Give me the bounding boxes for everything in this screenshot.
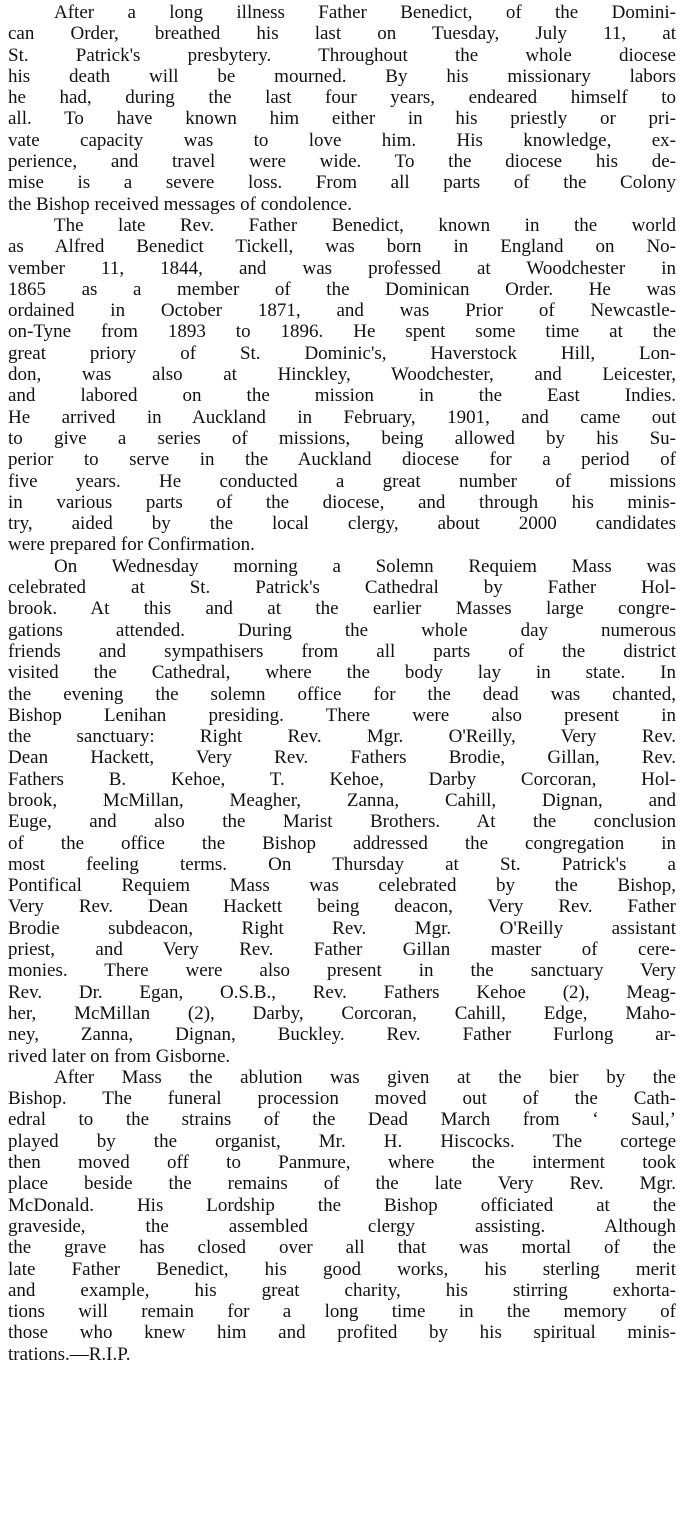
text-line: Rev. Dr. Egan, O.S.B., Rev. Fathers Kehoe (2), Meag- bbox=[8, 981, 676, 1003]
text-line: late Father Benedict, his good works, his sterling merit bbox=[8, 1258, 676, 1280]
text-line: graveside, the assembled clergy assisting. Although bbox=[8, 1215, 676, 1237]
text-line: on-Tyne from 1893 to 1896. He spent some time at the bbox=[8, 321, 676, 343]
text-line: 1865 as a member of the Dominican Order. He was bbox=[8, 278, 676, 300]
text-line: Euge, and also the Marist Brothers. At the conclusion bbox=[8, 811, 676, 833]
text-line: perior to serve in the Auckland diocese for a period of bbox=[8, 449, 676, 471]
text-line: the grave has closed over all that was mortal of the bbox=[8, 1237, 676, 1259]
text-line: brook, McMillan, Meagher, Zanna, Cahill, Dignan, and bbox=[8, 789, 676, 811]
obituary-article bbox=[8, 2, 676, 1365]
text-line: On Wednesday morning a Solemn Requiem Mass was bbox=[54, 555, 676, 577]
text-line: edral to the strains of the Dead March from ‘ Saul,’ bbox=[8, 1109, 676, 1131]
text-line: St. Patrick's presbytery. Throughout the whole diocese bbox=[8, 44, 676, 66]
text-line: great priory of St. Dominic's, Haverstock Hill, Lon- bbox=[8, 342, 676, 364]
text-line: Brodie subdeacon, Right Rev. Mgr. O'Reilly assistant bbox=[8, 917, 676, 939]
text-line: monies. There were also present in the sanctuary Very bbox=[8, 960, 676, 982]
text-line: friends and sympathisers from all parts of the district bbox=[8, 640, 676, 662]
text-line: gations attended. During the whole day numerous bbox=[8, 619, 676, 641]
text-line: try, aided by the local clergy, about 2000 candidates bbox=[8, 513, 676, 535]
text-line: He arrived in Auckland in February, 1901, and came out bbox=[8, 406, 676, 428]
text-line: to give a series of missions, being allowed by his Su- bbox=[8, 427, 676, 449]
text-line: of the office the Bishop addressed the congregation in bbox=[8, 832, 676, 854]
text-line: perience, and travel were wide. To the diocese his de- bbox=[8, 151, 676, 173]
text-line: all. To have known him either in his priestly or pri- bbox=[8, 108, 676, 130]
text-line: as Alfred Benedict Tickell, was born in England on No- bbox=[8, 236, 676, 258]
text-line: vember 11, 1844, and was professed at Woodchester in bbox=[8, 257, 676, 279]
text-line: trations.—R.I.P. bbox=[8, 1343, 131, 1365]
text-line: The late Rev. Father Benedict, known in the world bbox=[54, 214, 676, 236]
text-line: his death will be mourned. By his missionary labors bbox=[8, 65, 676, 87]
text-line: After a long illness Father Benedict, of the Domini- bbox=[54, 2, 676, 23]
text-line: most feeling terms. On Thursday at St. Patrick's a bbox=[8, 853, 676, 875]
text-line: Very Rev. Dean Hackett being deacon, Very Rev. Father bbox=[8, 896, 676, 918]
text-line: ney, Zanna, Dignan, Buckley. Rev. Father Furlong ar- bbox=[8, 1024, 676, 1046]
text-line: Dean Hackett, Very Rev. Fathers Brodie, Gillan, Rev. bbox=[8, 747, 676, 769]
text-line: vate capacity was to love him. His knowledge, ex- bbox=[8, 129, 676, 151]
text-line: and labored on the mission in the East Indies. bbox=[8, 385, 676, 407]
text-line: rived later on from Gisborne. bbox=[8, 1045, 231, 1067]
text-line: ordained in October 1871, and was Prior of Newcastle- bbox=[8, 300, 676, 322]
text-line: mise is a severe loss. From all parts of the Colony bbox=[8, 172, 676, 194]
text-line: celebrated at St. Patrick's Cathedral by Father Hol- bbox=[8, 577, 676, 599]
text-line: played by the organist, Mr. H. Hiscocks. The cortege bbox=[8, 1130, 676, 1152]
text-line: then moved off to Panmure, where the interment took bbox=[8, 1152, 676, 1174]
text-line: the evening the solemn office for the dead was chanted, bbox=[8, 683, 676, 705]
text-line: he had, during the last four years, endeared himself to bbox=[8, 87, 676, 109]
text-line: can Order, breathed his last on Tuesday, July 11, at bbox=[8, 23, 676, 45]
paragraph-announcement bbox=[8, 2, 676, 215]
text-line: visited the Cathedral, where the body lay in state. In bbox=[8, 662, 676, 684]
paragraph-funeral bbox=[8, 1067, 676, 1365]
text-line: the Bishop received messages of condolence. bbox=[8, 193, 352, 215]
text-line: priest, and Very Rev. Father Gillan master of cere- bbox=[8, 939, 676, 961]
paragraph-requiem-mass bbox=[8, 556, 676, 1067]
text-line: the sanctuary: Right Rev. Mgr. O'Reilly, Very Rev. bbox=[8, 726, 676, 748]
text-line: McDonald. His Lordship the Bishop officiated at the bbox=[8, 1194, 676, 1216]
text-line: and example, his great charity, his stirring exhorta- bbox=[8, 1279, 676, 1301]
text-line: five years. He conducted a great number of missions bbox=[8, 470, 676, 492]
text-line: her, McMillan (2), Darby, Corcoran, Cahill, Edge, Maho- bbox=[8, 1002, 676, 1024]
paragraph-biography bbox=[8, 215, 676, 556]
text-line: were prepared for Confirmation. bbox=[8, 534, 255, 556]
text-line: in various parts of the diocese, and through his minis- bbox=[8, 491, 676, 513]
text-line: brook. At this and at the earlier Masses large congre- bbox=[8, 598, 676, 620]
text-line: Fathers B. Kehoe, T. Kehoe, Darby Corcoran, Hol- bbox=[8, 768, 676, 790]
text-line: those who knew him and profited by his spiritual minis- bbox=[8, 1322, 676, 1344]
text-line: Pontifical Requiem Mass was celebrated by the Bishop, bbox=[8, 875, 676, 897]
text-line: place beside the remains of the late Very Rev. Mgr. bbox=[8, 1173, 676, 1195]
text-line: Bishop. The funeral procession moved out of the Cath- bbox=[8, 1088, 676, 1110]
text-line: Bishop Lenihan presiding. There were also present in bbox=[8, 704, 676, 726]
text-line: tions will remain for a long time in the memory of bbox=[8, 1301, 676, 1323]
text-line: After Mass the ablution was given at the bier by the bbox=[54, 1066, 676, 1088]
text-line: don, was also at Hinckley, Woodchester, and Leicester, bbox=[8, 364, 676, 386]
